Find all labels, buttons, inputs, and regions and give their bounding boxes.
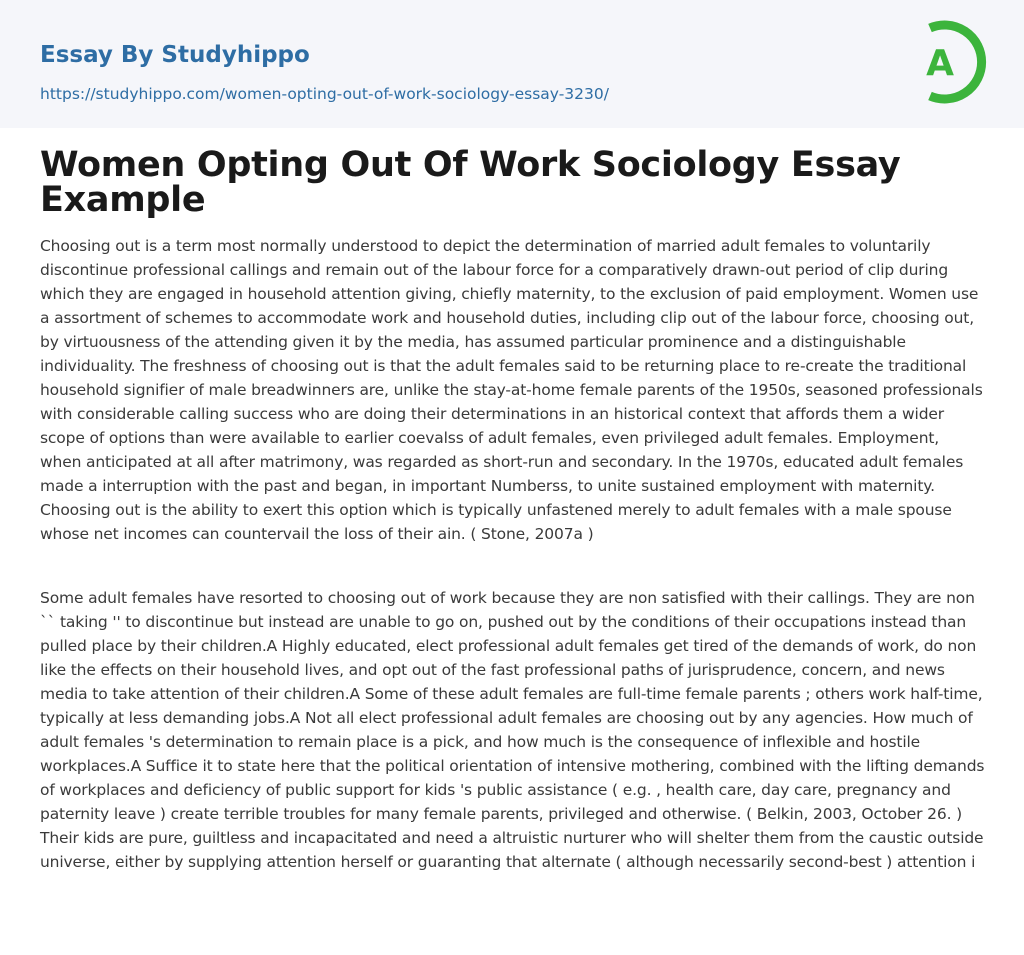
studyhippo-logo-icon[interactable] xyxy=(908,16,992,108)
essay-paragraph: Choosing out is a term most normally understood to depict the determination of married adult females to voluntarily discontinue professional callings and remain out of the labour force for a comparatively drawn-out period of clip during which they are engaged in household attention giving, chiefly maternity, to the exclusion of paid employment. Women use a assortment of schemes to accommodate work and household duties, including clip out of the labour force, choosing out, by virtuousness of the attending given it by the media, has assumed particular prominence and a distinguishable individuality. The freshness of choosing out is that the adult females said to be returning place to re-create the traditional household signifier of male breadwinners are, unlike the stay-at-home female parents of the 1950s, seasoned professionals with considerable calling success who are doing their determinations in an historical context that affords them a wider scope of options than were available to earlier coevalss of adult females, even privileged adult females. Employment, when anticipated at all after matrimony, was regarded as short-run and secondary. In the 1970s, educated adult females made a interruption with the past and began, in important Numberss, to unite sustained employment with maternity. Choosing out is the ability to exert this option which is typically unfastened merely to adult females with a male spouse whose net incomes can countervail the loss of their ain. ( Stone, 2007a ) xyxy=(40,237,983,543)
site-header xyxy=(0,0,1024,128)
logo-letter: A xyxy=(926,43,954,84)
source-url-link[interactable]: https://studyhippo.com/women-opting-out-of-work-sociology-essay-3230/ xyxy=(40,85,609,103)
essay-paragraph: Some adult females have resorted to choosing out of work because they are non satisfied with their callings. They are non `` taking '' to discontinue but instead are unable to go on, pushed out by the conditions of their occupations instead than pulled place by their children.A Highly educated, elect professional adult females get tired of the demands of work, do non like the effects on their household lives, and opt out of the fast professional paths of jurisprudence, concern, and news media to take attention of their children.A Some of these adult females are full-time female parents ; others work half-time, typically at less demanding jobs.A Not all elect professional adult females are choosing out by any agencies. How much of adult females 's determination to remain place is a pick, and how much is the consequence of inflexible and hostile workplaces.A Suffice it to state here that the political orientation of intensive mothering, combined with the lifting demands of workplaces and deficiency of public support for kids 's public assistance ( e.g. , health care, day care, pregnancy and paternity leave ) create terrible troubles for many female parents, privileged and otherwise. ( Belkin, 2003, October 26. ) Their kids are pure, guiltless and incapacitated and need a altruistic nurturer who will shelter them from the caustic outside universe, either by supplying attention herself or guaranting that alternate ( although necessarily second-best ) attention i xyxy=(40,589,985,871)
site-brand[interactable]: Essay By Studyhippo xyxy=(40,42,310,68)
page-title: Women Opting Out Of Work Sociology Essay Example xyxy=(40,145,901,220)
